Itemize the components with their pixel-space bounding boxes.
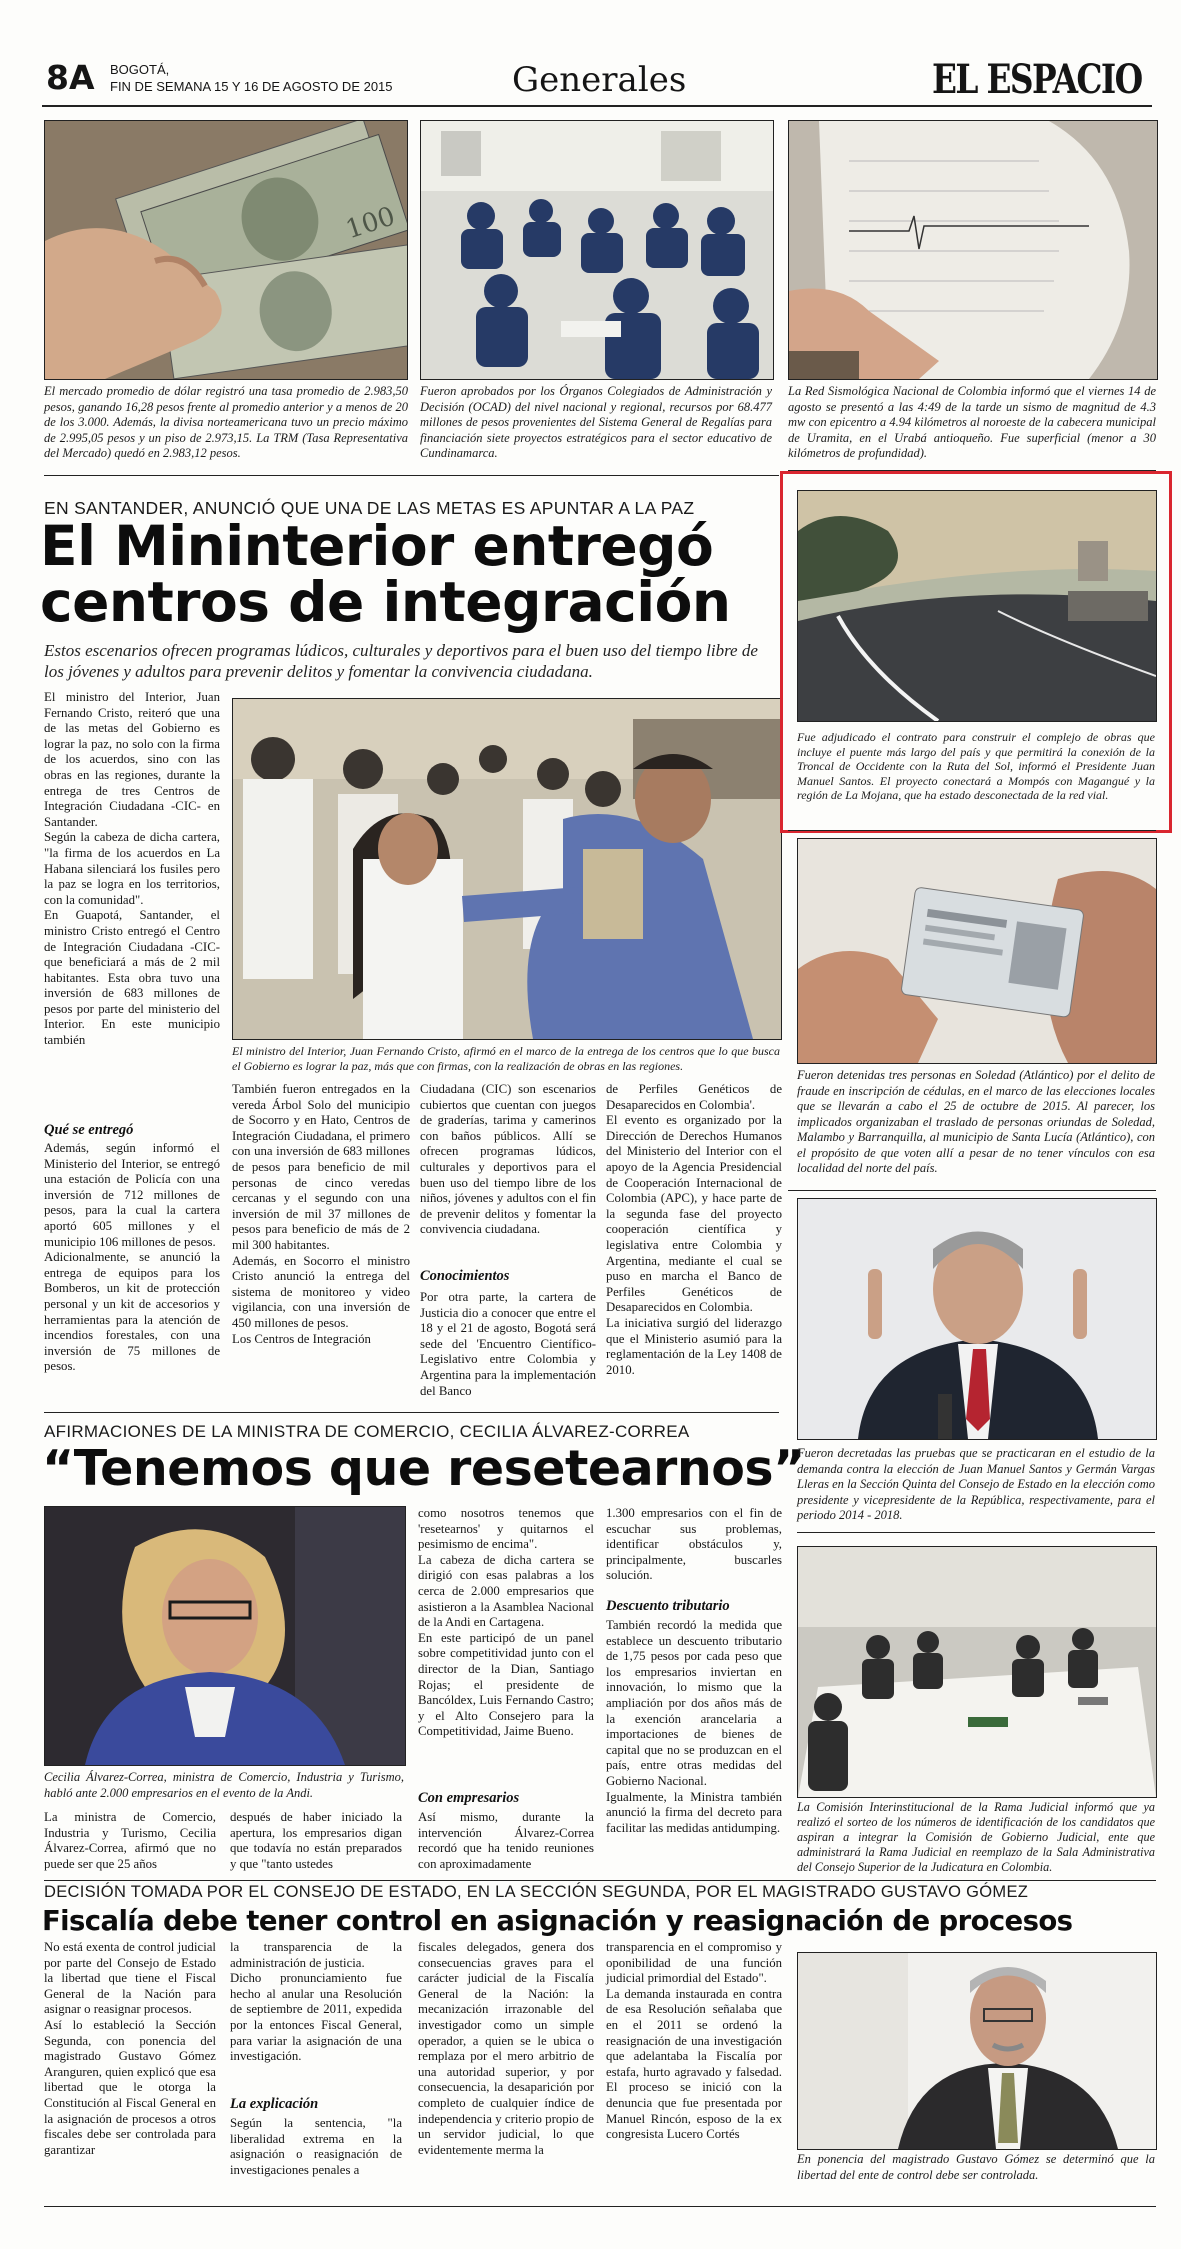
divider-top <box>44 475 779 476</box>
article2-kicker: AFIRMACIONES DE LA MINISTRA DE COMERCIO, CECILIA ÁLVAREZ-CORREA <box>44 1422 690 1441</box>
article1-col3-subhead: Conocimientos <box>420 1268 510 1284</box>
page-number: 8A <box>46 58 95 97</box>
article1-headline-line2: centros de integración <box>40 570 731 634</box>
caption-road: Fue adjudicado el contrato para construir el complejo de obras que incluye el puente más largo del país y que permitirá la conexión de la Troncal de Occidente con la Ruta del Sol, informó el Presidente Juan Manuel Santos. El proyecto conectará a Mompós con Magangué y la región de La Mojana, que ha estado desconectada de la red vial. <box>797 730 1155 802</box>
article3-col2b: Según la sentencia, "la liberalidad extrema en la asignación o reasignación de investigaciones penales a <box>230 2116 402 2177</box>
article3-col4: transparencia en el compromiso y oponibilidad de una función judicial primordial del Estado". La demanda instaurada en contra de esa Resolución señalaba que en el 2011 se ordenó la reasignación de una investigación que adelantaba la Fiscalía por estafa, hurto agravado y falsedad. El proceso se inició con la denuncia que fue presentada por Manuel Rincón, esposo de la ex congresista Lucero Cortés <box>606 1940 782 2142</box>
article2-col4-subhead: Descuento tributario <box>606 1598 730 1614</box>
caption-commission: La Comisión Interinstitucional de la Rama Judicial informó que ya realizó el sorteo de los números de identificación de los candidatos que aspiran a integrar la Comisión de Gobierno Judicial, ente que administrará la Rama Judicial en reemplazo de la Sala Administrativa del Consejo Superior de la Judicatura en Colombia. <box>797 1800 1155 1874</box>
photo-santos <box>797 1198 1157 1440</box>
caption-cedulas: Fueron detenidas tres personas en Soledad (Atlántico) por el delito de fraude en inscripción de cédulas, en el marco de las elecciones locales que se llevarán a cabo el 25 de octubre de 2015. Al parecer, los implicados organizaban el traslado de personas oriundas de Soledad, Malambo y Barranquilla, al municipio de Santa Lucía (Atlántico), con el propósito de que voten allí a pesar de no tener vínculos con esa localidad del norte del país. <box>797 1068 1155 1175</box>
divider-sidebar-3 <box>797 1532 1155 1533</box>
article1-subhead: Estos escenarios ofrecen programas lúdicos, culturales y deportivos para el buen uso del tiempo libre de los jóvenes y adultos para prevenir delitos y fomentar la convivencia ciudadana. <box>44 641 758 681</box>
masthead-city: BOGOTÁ, <box>110 62 170 77</box>
caption-seismo: La Red Sismológica Nacional de Colombia informó que el viernes 14 de agosto se presentó a las 4:49 de la tarde un sismo de magnitud de 4.3 mw con epicentro a 4.94 kilómetros al noroeste de la cabecera municipal de Uramita, en el Urabá antioqueño. Fue superficial (menor a 30 kilómetros de profundidad). <box>788 384 1156 460</box>
photo-minister-students <box>232 698 782 1040</box>
masthead-date: FIN DE SEMANA 15 Y 16 DE AGOSTO DE 2015 <box>110 79 393 94</box>
photo-classroom <box>420 120 774 380</box>
photo-dollars <box>44 120 408 380</box>
newspaper-logo: EL ESPACIO <box>932 56 1142 103</box>
article2-col2: después de haber iniciado la apertura, los empresarios digan que todavía no están preparados y que "tanto ustedes <box>230 1810 402 1871</box>
article2-headline: “Tenemos que resetearnos” <box>42 1440 805 1497</box>
article1-headline-line1: El Mininterior entregó <box>40 514 714 578</box>
article2-col4b: También recordó la medida que establece un descuento tributario de 1,75 pesos por cada peso que los empresarios inviertan en innovación, lo mismo que la ampliación por dos años más de la exención arancelaria a importaciones de bienes de capital que no se produzcan en el país, entre otras medidas del Gobierno Nacional. Igualmente, la Ministra también anunció la firma del decreto para facilitar las medidas antidumping. <box>606 1618 782 1835</box>
article1-col3b: Por otra parte, la cartera de Justicia dio a conocer que entre el 18 y el 21 de agosto, Bogotá será sede del 'Encuentro Científico-Legislativo entre Colombia y Argentina para la implementación del Banco <box>420 1290 596 1398</box>
footer-rule <box>44 2206 1156 2207</box>
divider-sidebar-1 <box>788 830 1156 831</box>
article3-col2-subhead: La explicación <box>230 2096 319 2112</box>
svg-text:100: 100 <box>342 201 399 246</box>
divider-sidebar-2 <box>788 1190 1156 1191</box>
article1-col3: Ciudadana (CIC) son escenarios cubiertos que cuentan con juegos de graderías, tarima y camerinos con baños públicos. Allí se ofrecen programas lúdicos, culturales y deportivos para el buen uso del tiempo libre de los niños, jóvenes y adultos con el fin de prevenir delitos y fomentar la convivencia ciudadana. <box>420 1082 596 1237</box>
article1-col4: de Perfiles Genéticos de Desaparecidos en Colombia'. El evento es organizado por la Dirección de Derechos Humanos del Ministerio del Interior con el apoyo de la Agencia Presidencial de Cooperación Internacional de Colombia (APC), y hace parte de la segunda fase del proyecto cooperación científica y legislativa entre Colombia y Argentina, mediante el cual se puso en marcha el Banco de Perfiles Genéticos de Desaparecidos en Colombia. La iniciativa surgió del liderazgo que el Ministerio asumió para la reglamentación de la Ley 1408 de 2010. <box>606 1082 782 1377</box>
article2-col3-subhead: Con empresarios <box>418 1790 520 1806</box>
article2-col3b: Así mismo, durante la intervención Álvarez-Correa recordó que ha tenido reuniones con aproximadamente <box>418 1810 594 1871</box>
article1-col2: También fueron entregados en la vereda Árbol Solo del municipio de Socorro y en Hato, Centros de Integración Ciudadana, el primero con una inversión de 683 millones de pesos para beneficio de mil personas de cinco veredas cercanas y el segundo con una inversión de mil 37 millones de pesos para beneficio de más de 2 mil 300 habitantes. Además, en Socorro el ministro Cristo anunció la entrega del sistema de monitoreo y video vigilancia, con una inversión de 450 millones de pesos. Los Centros de Integración <box>232 1082 410 1346</box>
photo-minister-commerce <box>44 1506 406 1766</box>
article3-col2: la transparencia de la administración de justicia. Dicho pronunciamiento fue hecho al anular una Resolución de septiembre de 2011, expedida por la entonces Fiscal General, para variar la asignación de una investigación. <box>230 1940 402 2064</box>
article3-kicker: DECISIÓN TOMADA POR EL CONSEJO DE ESTADO, EN LA SECCIÓN SEGUNDA, POR EL MAGISTRADO GUSTAVO GÓMEZ <box>44 1883 1029 1901</box>
article3-headline: Fiscalía debe tener control en asignación y reasignación de procesos <box>42 1905 1073 1937</box>
article3-col3: fiscales delegados, genera dos consecuencias graves para el carácter judicial de la Fiscalía General de la Nación: la mecanización irrazonable del investigador como un simple operador, a quien se le ubica o remplaza por el mero arbitrio de una autoridad superior, y por consecuencia, la desaparición por completo de cualquier índice de independencia y criterio propio de un servidor judicial, lo que evidentemente merma la <box>418 1940 594 2157</box>
photo-commission <box>797 1546 1157 1798</box>
article3-col1: No está exenta de control judicial por parte del Consejo de Estado la libertad que tiene el Fiscal General de la Nación para asignar o reasignar procesos. Así lo estableció la Sección Segunda, con ponencia del magistrado Gustavo Gómez Aranguren, quien explicó que esa libertad que le otorga la Constitución al Fiscal General en la asignación de procesos a otros fiscales debe ser controlada para garantizar <box>44 1940 216 2157</box>
article2-col4: 1.300 empresarios con el fin de escuchar sus problemas, identificar obstáculos y, principalmente, buscarles solución. <box>606 1506 782 1583</box>
photo-id-card <box>797 838 1157 1064</box>
article2-col1: La ministra de Comercio, Industria y Turismo, Cecilia Álvarez-Correa, afirmó que no puede ser que 25 años <box>44 1810 216 1871</box>
caption-ocad: Fueron aprobados por los Órganos Colegiados de Administración y Decisión (OCAD) del nivel nacional y regional, recursos por 68.477 millones de pesos provenientes del Sistema General de Regalías para financiación siete proyectos estratégicos para el sector educativo de Cundinamarca. <box>420 384 772 460</box>
masthead <box>42 54 1142 104</box>
caption-minister-students: El ministro del Interior, Juan Fernando Cristo, afirmó en el marco de la entrega de los centros que lo que busca el Gobierno es lograr la paz, más que con firmas, con la realización de obras en las regiones. <box>232 1044 780 1073</box>
photo-road <box>797 490 1157 722</box>
caption-dollars: El mercado promedio de dólar registró una tasa promedio de 2.983,50 pesos, ganando 16,28 pesos frente al promedio anterior y a menos de 20 de los 3.000. Además, la divisa norteamericana tuvo un precio máximo de 2.995,05 pesos y un piso de 2.973,15. La TRM (Tasa Representativa del Mercado) quedó en 2.983,12 pesos. <box>44 384 408 460</box>
caption-magistrate: En ponencia del magistrado Gustavo Gómez se determinó que la libertad del ente de control debe ser controlada. <box>797 2152 1155 2182</box>
photo-seismograph <box>788 120 1158 380</box>
article1-col1b: Además, según informó el Ministerio del Interior, se entregó una estación de Policía con una inversión de 712 millones de pesos, para la cual la cartera aportó 605 millones y el municipio 106 millones de pesos. Adicionalmente, se anunció la entrega de equipos para los Bomberos, un kit de protección personal y un kit de accesorios y herramientas para la atención de incendios forestales, con una inversión de 75 millones de pesos. <box>44 1141 220 1374</box>
article1-col1-subhead: Qué se entregó <box>44 1122 134 1138</box>
caption-minister-commerce: Cecilia Álvarez-Correa, ministra de Comercio, Industria y Turismo, habló ante 2.000 empresarios en el evento de la Andi. <box>44 1770 404 1800</box>
divider-article3 <box>44 1880 1156 1881</box>
article1-col1: El ministro del Interior, Juan Fernando Cristo, reiteró que una de las metas del Gobierno es lograr la paz, no solo con la firma de los acuerdos, sino con las obras en las regiones, durante la entrega de tres Centros de Integración Ciudadana -CIC- en Santander. Según la cabeza de dicha cartera, "la firma de los acuerdos en La Habana silenciará los fusiles pero la paz se logra en los territorios, con la comunidad". En Guapotá, Santander, el ministro Cristo entregó el Centro de Integración Ciudadana -CIC- que beneficiará a más de 2 mil habitantes. Esta obra tuvo una inversión de 683 millones de pesos por parte del ministerio del Interior. En este municipio también <box>44 690 220 1048</box>
photo-magistrate <box>797 1952 1157 2150</box>
masthead-rule <box>42 105 1152 107</box>
divider-article1 <box>44 1412 779 1413</box>
section-title: Generales <box>512 60 687 100</box>
article2-col3: como nosotros tenemos que 'resetearnos' y quitarnos el pesimismo de encima". La cabeza de dicha cartera se dirigió con esas palabras a los cerca de 2.000 empresarios que asistieron a la Asamblea Nacional de la Andi en Cartagena. En este participó de un panel sobre competitividad junto con el director de la Dian, Santiago Rojas; el presidente de Bancóldex, Luis Fernando Castro; y el Alto Consejero para la Competitividad, Jaime Bueno. <box>418 1506 594 1739</box>
caption-santos: Fueron decretadas las pruebas que se practicaran en el estudio de la demanda contra la elección de Juan Manuel Santos y Germán Vargas Lleras en la Sección Quinta del Consejo de Estado en la elección como presidente y vicepresidente de la República, respectivamente, para el periodo 2014 - 2018. <box>797 1446 1155 1522</box>
article1-kicker: EN SANTANDER, ANUNCIÓ QUE UNA DE LAS METAS ES APUNTAR A LA PAZ <box>44 498 695 518</box>
